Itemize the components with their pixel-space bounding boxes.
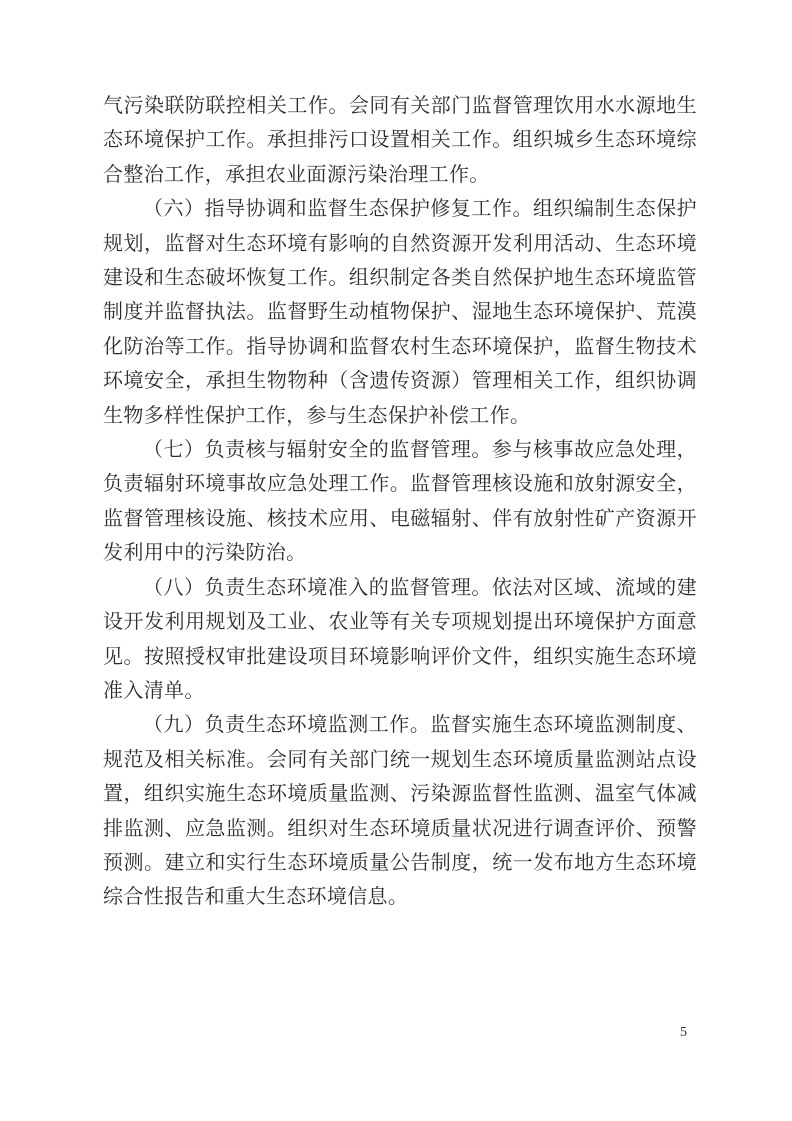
paragraph-section-7: （七）负责核与辐射安全的监督管理。参与核事故应急处理，负责辐射环境事故应急处理工作。监督管理核设施和放射源安全，监督管理核设施、核技术应用、电磁辐射、伴有放射性矿产资源开发利用中的污染防治。 xyxy=(103,437,697,565)
paragraph-section-6: （六）指导协调和监督生态保护修复工作。组织编制生态保护规划，监督对生态环境有影响的自然资源开发利用活动、生态环境建设和生态破坏恢复工作。组织制定各类自然保护地生态环境监管制度并监督执法。监督野生动植物保护、湿地生态环境保护、荒漠化防治等工作。指导协调和监督农村生态环境保护，监督生物技术环境安全，承担生物物种（含遗传资源）管理相关工作，组织协调生物多样性保护工作，参与生态保护补偿工作。 xyxy=(103,196,697,427)
page-number: 5 xyxy=(680,1025,687,1040)
paragraph-continued: 气污染联防联控相关工作。会同有关部门监督管理饮用水水源地生态环境保护工作。承担排污口设置相关工作。组织城乡生态环境综合整治工作，承担农业面源污染治理工作。 xyxy=(103,93,697,186)
paragraph-section-9: （九）负责生态环境监测工作。监督实施生态环境监测制度、规范及相关标准。会同有关部门统一规划生态环境质量监测站点设置，组织实施生态环境质量监测、污染源监督性监测、温室气体减排监测、应急监测。组织对生态环境质量状况进行调查评价、预警预测。建立和实行生态环境质量公告制度，统一发布地方生态环境综合性报告和重大生态环境信息。 xyxy=(103,712,697,909)
paragraph-section-8: （八）负责生态环境准入的监督管理。依法对区域、流域的建设开发利用规划及工业、农业等有关专项规划提出环境保护方面意见。按照授权审批建设项目环境影响评价文件，组织实施生态环境准入清单。 xyxy=(103,574,697,702)
document-body xyxy=(103,88,697,914)
